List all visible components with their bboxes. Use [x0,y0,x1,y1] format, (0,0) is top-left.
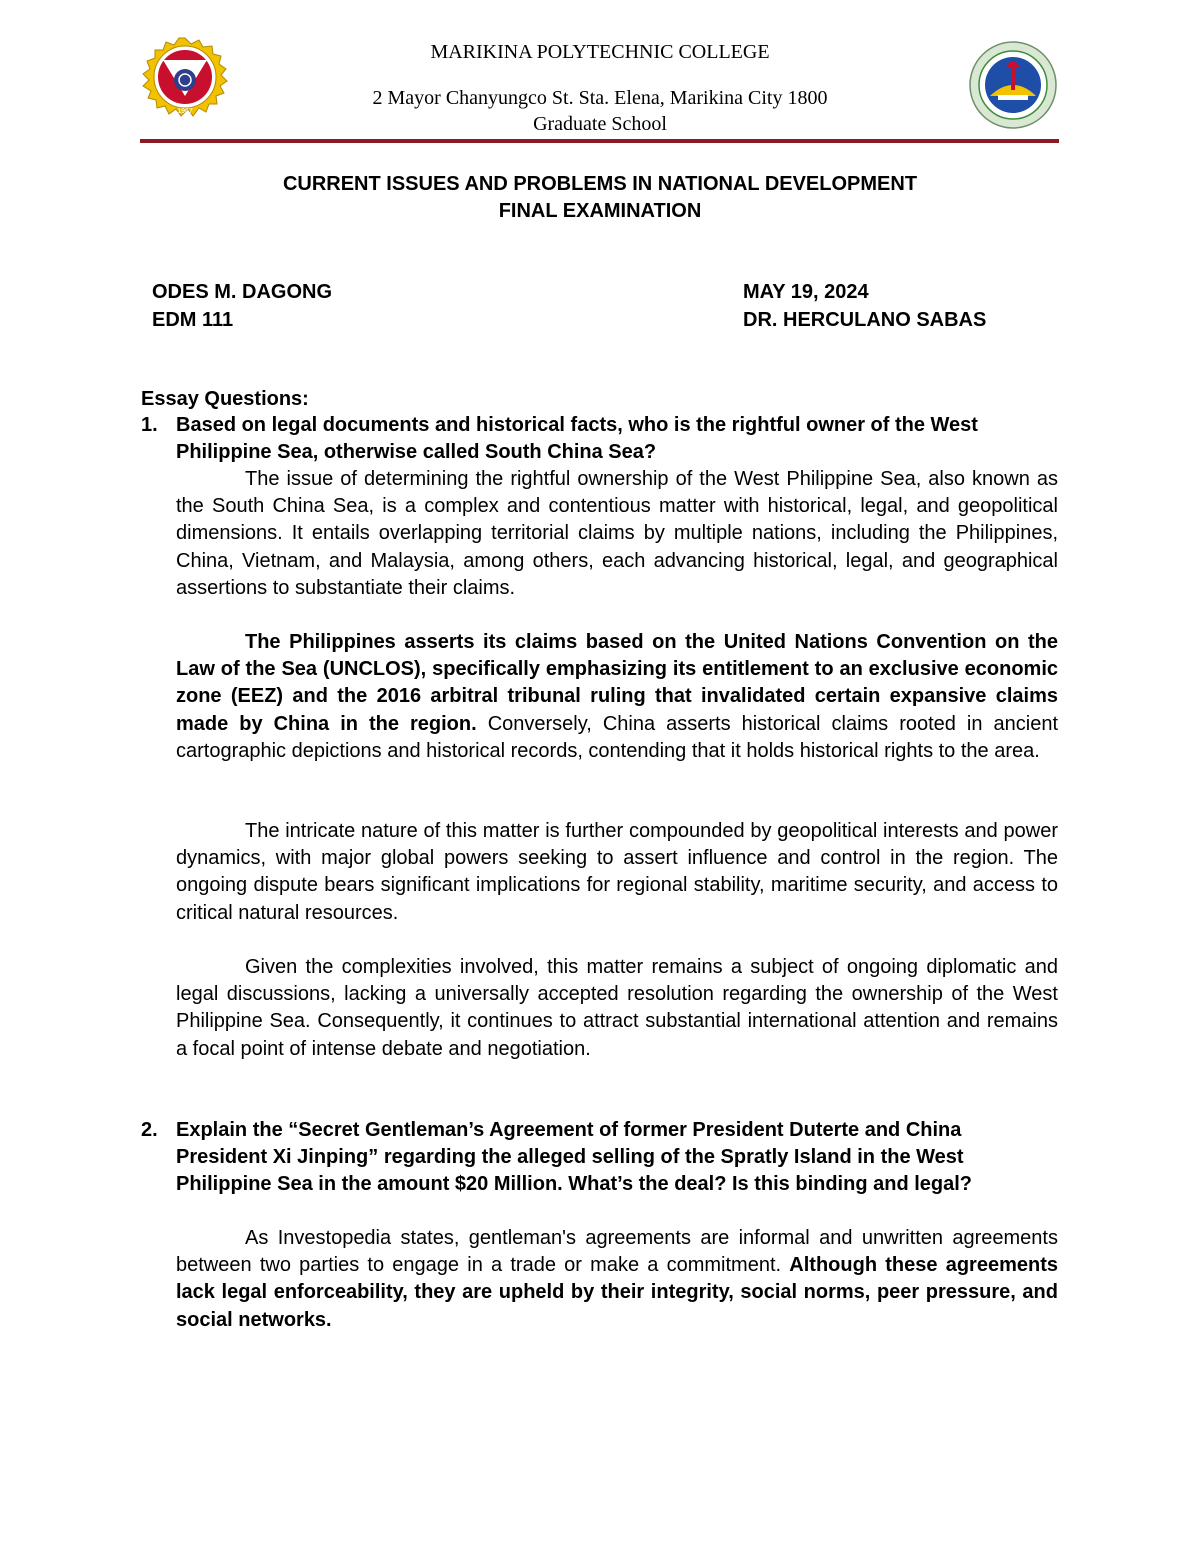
institution-address: 2 Mayor Chanyungco St. Sta. Elena, Marikina City 1800 [372,87,828,109]
course-code: EDM 111 [152,309,234,331]
header-divider [140,139,1059,143]
answer-2-paragraph-1-text: As Investopedia states, gentleman's agreements are informal and unwritten agreements between two parties to engage in a trade or make a commitment. [176,1227,1058,1277]
answer-1-paragraph-3: The intricate nature of this matter is further compounded by geopolitical interests and power dynamics, with major global powers seeking to assert influence and control in the region. The ongoing dispute bears significant implications for regional stability, maritime security, and access to critical natural resources. [176,820,1058,924]
question-2-number: 2. [141,1119,158,1141]
answer-1-paragraph-4: Given the complexities involved, this matter remains a subject of ongoing diplomatic and legal discussions, lacking a universally accepted resolution regarding the ownership of the West Philippine Sea. Consequently, it continues to attract substantial international attention and remains a focal point of intense debate and negotiation. [176,956,1058,1060]
question-1-text: Based on legal documents and historical facts, who is the rightful owner of the West Philippine Sea, otherwise called South China Sea? [176,414,978,464]
exam-date: MAY 19, 2024 [743,281,869,303]
answer-1-paragraph-2-rest: Conversely, China asserts historical claims rooted in ancient cartographic depictions and historical records, contending that it holds historical rights to the area. [176,712,1058,762]
answer-1-paragraph-2 [176,629,1058,765]
school-name: Graduate School [533,113,667,135]
student-name: ODES M. DAGONG [152,281,333,303]
answer-2-paragraph-1 [176,1225,1058,1334]
question-2-text: Explain the “Secret Gentleman’s Agreement of former President Duterte and China President Xi Jinping” regarding the alleged selling of the Spratly Island in the West Philippine Sea in the amount $20 Million. What’s the deal? Is this binding and legal? [176,1119,973,1196]
exam-subject-title: CURRENT ISSUES AND PROBLEMS IN NATIONAL DEVELOPMENT [282,173,918,195]
exam-type-title: FINAL EXAMINATION [498,200,702,222]
logo-year: 1967 [177,108,193,115]
answer-2-paragraph-1-bold: Although these agreements lack legal enforceability, they are upheld by their integrity, social norms, peer pressure, and social networks. [176,1254,1058,1331]
answer-1-paragraph-1: The issue of determining the rightful ownership of the West Philippine Sea, also known as the South China Sea, is a complex and contentious matter with historical, legal, and geopolitical dimensions. It entails overlapping territorial claims by multiple nations, including the Philippines, China, Vietnam, and Malaysia, among others, each advancing historical, legal, and geographical assertions to substantiate their claims. [176,468,1058,599]
essay-heading: Essay Questions: [141,388,309,410]
answer-1-paragraph-2-bold: The Philippines asserts its claims based on the United Nations Convention on the Law of the Sea (UNCLOS), specifically emphasizing its entitlement to an exclusive economic zone (EEZ) and the 2016 arbitral tribunal ruling that invalidated certain expansive claims made by China in the region. [176,631,1058,735]
professor-name: DR. HERCULANO SABAS [743,309,987,331]
question-1-number: 1. [141,414,158,436]
institution-name: MARIKINA POLYTECHNIC COLLEGE [430,41,770,63]
